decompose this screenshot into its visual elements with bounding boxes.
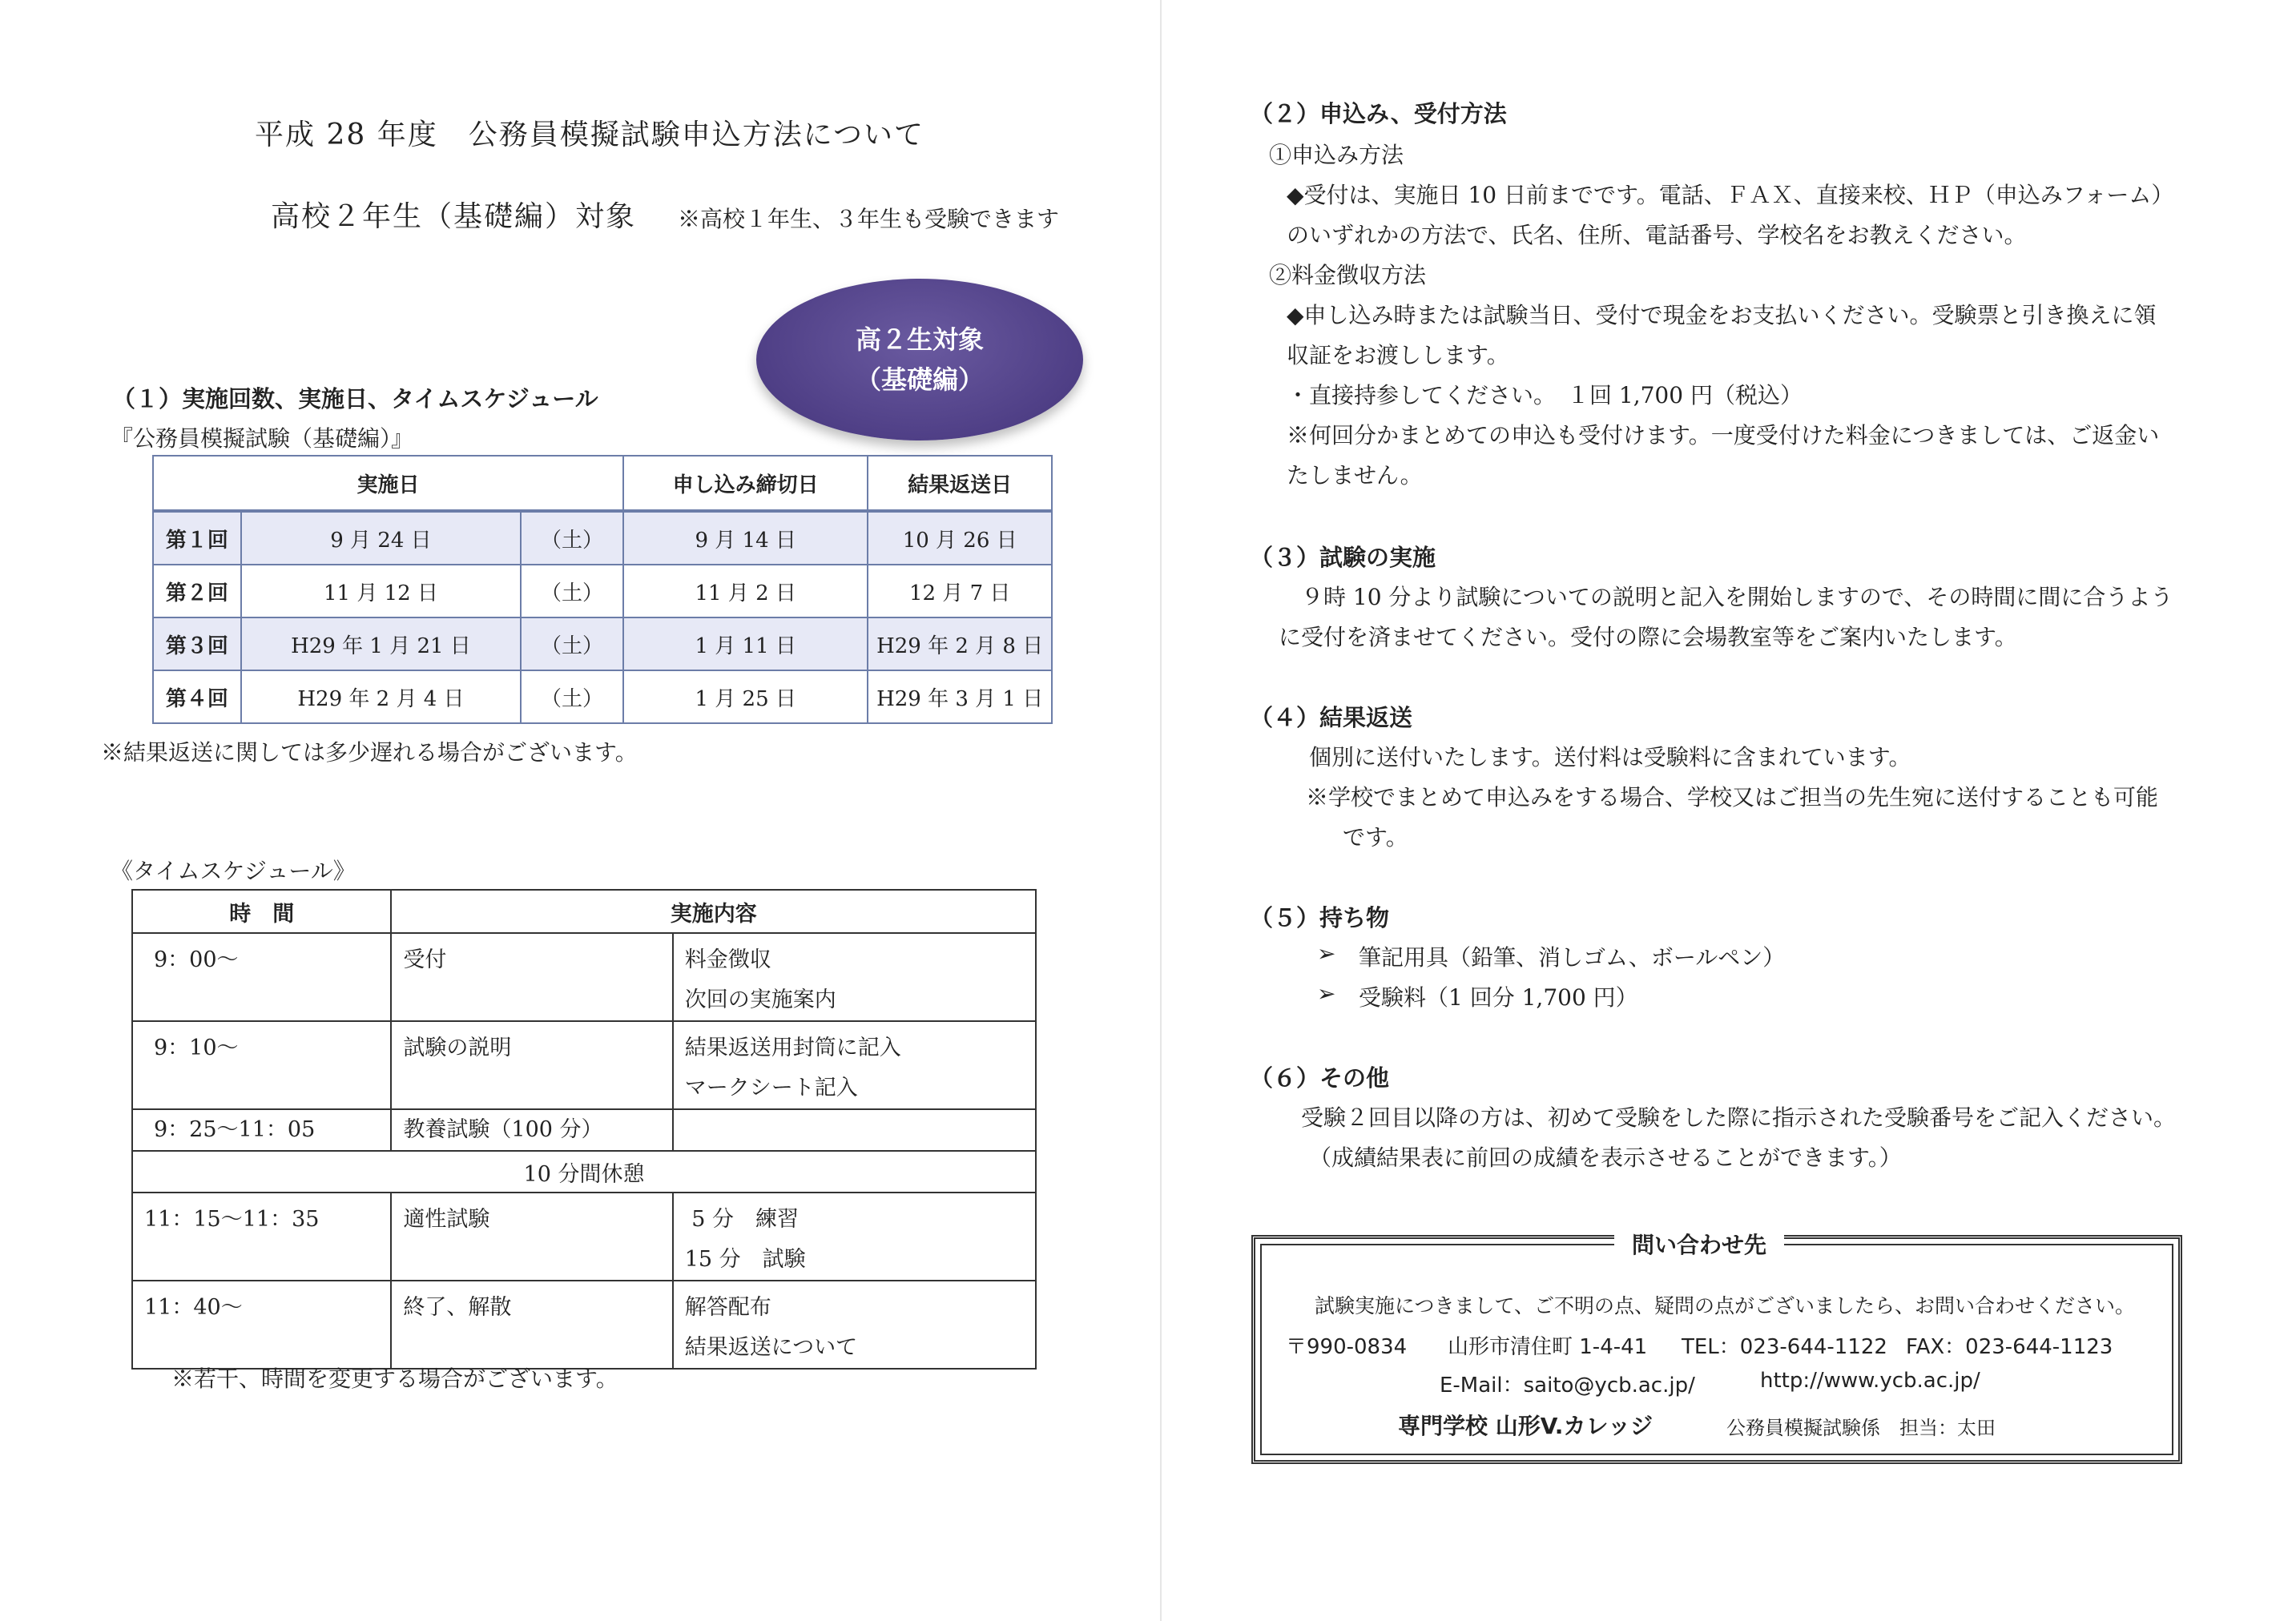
detail-line: 解答配布 [684, 1295, 771, 1320]
result-date: H29 年 3 月 1 日 [868, 670, 1052, 723]
contact-label: 問い合わせ先 [1614, 1228, 1784, 1260]
result-date: H29 年 2 月 8 日 [868, 617, 1052, 670]
result-date: 12 月 7 日 [868, 565, 1052, 617]
header-time: 時 間 [132, 890, 391, 933]
badge-line-2: （基礎編） [855, 364, 984, 395]
deadline-date: 1 月 25 日 [623, 670, 868, 723]
table-row [153, 511, 1052, 565]
section-2-heading: （２）申込み、受付方法 [1250, 100, 1507, 127]
contact-department: 公務員模擬試験係 担当：太田 [1726, 1417, 1996, 1439]
deadline-date: 1 月 11 日 [623, 617, 868, 670]
detail-line: 15 分 試験 [684, 1247, 806, 1272]
contact-box [1251, 1232, 2182, 1464]
item-cell: 試験の説明 [403, 1036, 512, 1060]
section-3-heading: （３）試験の実施 [1250, 544, 1436, 571]
schedule-caption: 《タイムスケジュール》 [111, 858, 356, 884]
section-2-paragraph: のいずれかの方法で、氏名、住所、電話番号、学校名をお教えください。 [1287, 222, 2027, 248]
deadline-date: 11 月 2 日 [623, 565, 868, 617]
time-cell: 11：40〜 [144, 1295, 243, 1320]
section-5-heading: （５）持ち物 [1250, 904, 1390, 931]
round-label: 第３回 [153, 617, 241, 670]
contact-postal: 〒990-0834 [1286, 1335, 1408, 1359]
table-row [132, 1109, 1036, 1151]
badge-line-1: 高２生対象 [855, 324, 984, 355]
section-2-sub2: ②料金徴収方法 [1269, 262, 1427, 288]
time-cell: 9：00〜 [154, 947, 239, 972]
detail-line: 次回の実施案内 [684, 987, 836, 1012]
exam-date: 11 月 12 日 [241, 565, 521, 617]
detail-line: マークシート記入 [684, 1076, 858, 1100]
contact-fax: FAX：023-644-1123 [1906, 1335, 2113, 1359]
item-cell: 教養試験（100 分） [403, 1117, 603, 1142]
section-6-heading: （６）その他 [1250, 1064, 1390, 1092]
section-3-paragraph: ９時 10 分より試験についての説明と記入を開始しますので、その時間に間に合うよう [1301, 584, 2173, 610]
section-4-paragraph: ※学校でまとめて申込みをする場合、学校又はご担当の先生宛に送付することも可能 [1306, 784, 2159, 810]
round-label: 第１回 [153, 511, 241, 565]
round-label: 第４回 [153, 670, 241, 723]
document-subtitle: 高校２年生（基礎編）対象 [271, 200, 637, 233]
contact-tel: TEL：023-644-1122 [1682, 1335, 1887, 1359]
contact-url[interactable]: http://www.ycb.ac.jp/ [1760, 1369, 1980, 1393]
detail-cell-empty [673, 1109, 1036, 1151]
subtitle-note: ※高校１年生、３年生も受験できます [678, 206, 1060, 232]
detail-line: 結果返送用封筒に記入 [684, 1036, 901, 1060]
arrow-bullet-icon: ➢ [1317, 980, 1336, 1007]
time-cell: 9：25〜11：05 [154, 1117, 316, 1142]
page-fold [1160, 0, 1162, 1621]
exam-date: 9 月 24 日 [241, 511, 521, 565]
table-row [132, 1193, 1036, 1281]
item-cell: 受付 [403, 947, 447, 972]
section-2-paragraph: ※何回分かまとめての申込も受付けます。一度受付けた料金につきましては、ご返金い [1287, 422, 2160, 448]
section-6-paragraph: （成績結果表に前回の成績を表示させることができます。） [1309, 1144, 1902, 1171]
section-4-paragraph: 個別に送付いたします。送付料は受験料に含まれています。 [1309, 744, 1911, 770]
table1-caption: 『公務員模擬試験（基礎編）』 [111, 425, 414, 452]
header-deadline: 申し込み締切日 [623, 456, 868, 511]
school-name: 専門学校 山形V.カレッジ [1398, 1413, 1654, 1439]
result-date: 10 月 26 日 [868, 511, 1052, 565]
break-label: 10 分間休憩 [132, 1151, 1036, 1193]
arrow-bullet-icon: ➢ [1317, 940, 1336, 967]
detail-line: 結果返送について [684, 1335, 858, 1360]
table-row [132, 1281, 1036, 1369]
table1-note: ※結果返送に関しては多少遅れる場合がございます。 [101, 739, 638, 766]
table-row [153, 617, 1052, 670]
detail-line: 料金徴収 [684, 947, 771, 972]
contact-address: 山形市清住町 1-4-41 [1448, 1335, 1648, 1359]
contact-email[interactable]: E-Mail：saito@ycb.ac.jp/ [1440, 1374, 1695, 1398]
exam-date: H29 年 1 月 21 日 [241, 617, 521, 670]
section-2-paragraph: ◆申し込み時または試験当日、受付で現金をお支払いください。受験票と引き換えに領 [1287, 302, 2157, 328]
time-cell: 9：10〜 [154, 1036, 239, 1060]
section-2-paragraph: たしません。 [1287, 462, 1423, 489]
time-schedule-table [131, 889, 1037, 1370]
time-cell: 11：15〜11：35 [144, 1207, 320, 1232]
break-row [132, 1151, 1036, 1193]
section-2-fee: ・直接持参してください。 １回 1,700 円（税込） [1287, 382, 1803, 408]
exam-weekday: （土） [521, 511, 623, 565]
belonging-item: 筆記用具（鉛筆、消しゴム、ボールペン） [1359, 944, 1786, 971]
section-4-heading: （４）結果返送 [1250, 704, 1413, 731]
table-row [132, 933, 1036, 1021]
exam-date: H29 年 2 月 4 日 [241, 670, 521, 723]
section-1-heading: （１）実施回数、実施日、タイムスケジュール [112, 385, 598, 412]
section-2-sub1: ①申込み方法 [1269, 142, 1404, 168]
detail-line: 5 分 練習 [684, 1207, 800, 1232]
item-cell: 適性試験 [403, 1207, 490, 1232]
document-title: 平成 28 年度 公務員模擬試験申込方法について [255, 119, 924, 151]
table-row [153, 565, 1052, 617]
belonging-item: 受験料（1 回分 1,700 円） [1359, 984, 1638, 1011]
exam-weekday: （土） [521, 617, 623, 670]
contact-intro: 試験実施につきまして、ご不明の点、疑問の点がございましたら、お問い合わせください。 [1315, 1294, 2136, 1317]
exam-weekday: （土） [521, 670, 623, 723]
item-cell: 終了、解散 [403, 1295, 512, 1320]
section-2-paragraph: ◆受付は、実施日 10 日前までです。電話、ＦＡＸ、直接来校、ＨＰ（申込みフォーム） [1287, 182, 2174, 208]
header-result: 結果返送日 [868, 456, 1052, 511]
round-label: 第２回 [153, 565, 241, 617]
exam-dates-table [152, 455, 1053, 724]
table-row [132, 1021, 1036, 1109]
section-3-paragraph: に受付を済ませてください。受付の際に会場教室等をご案内いたします。 [1279, 624, 2017, 650]
target-badge [756, 279, 1083, 440]
table-header-row [132, 890, 1036, 933]
schedule-note: ※若干、時間を変更する場合がございます。 [171, 1366, 618, 1392]
section-2-paragraph: 収証をお渡しします。 [1287, 342, 1509, 368]
exam-weekday: （土） [521, 565, 623, 617]
table-header-row [153, 456, 1052, 511]
deadline-date: 9 月 14 日 [623, 511, 868, 565]
header-content: 実施内容 [391, 890, 1036, 933]
section-4-paragraph: です。 [1343, 824, 1408, 851]
table-row [153, 670, 1052, 723]
header-date: 実施日 [153, 456, 623, 511]
section-6-paragraph: 受験２回目以降の方は、初めて受験をした際に指示された受験番号をご記入ください。 [1301, 1104, 2177, 1131]
